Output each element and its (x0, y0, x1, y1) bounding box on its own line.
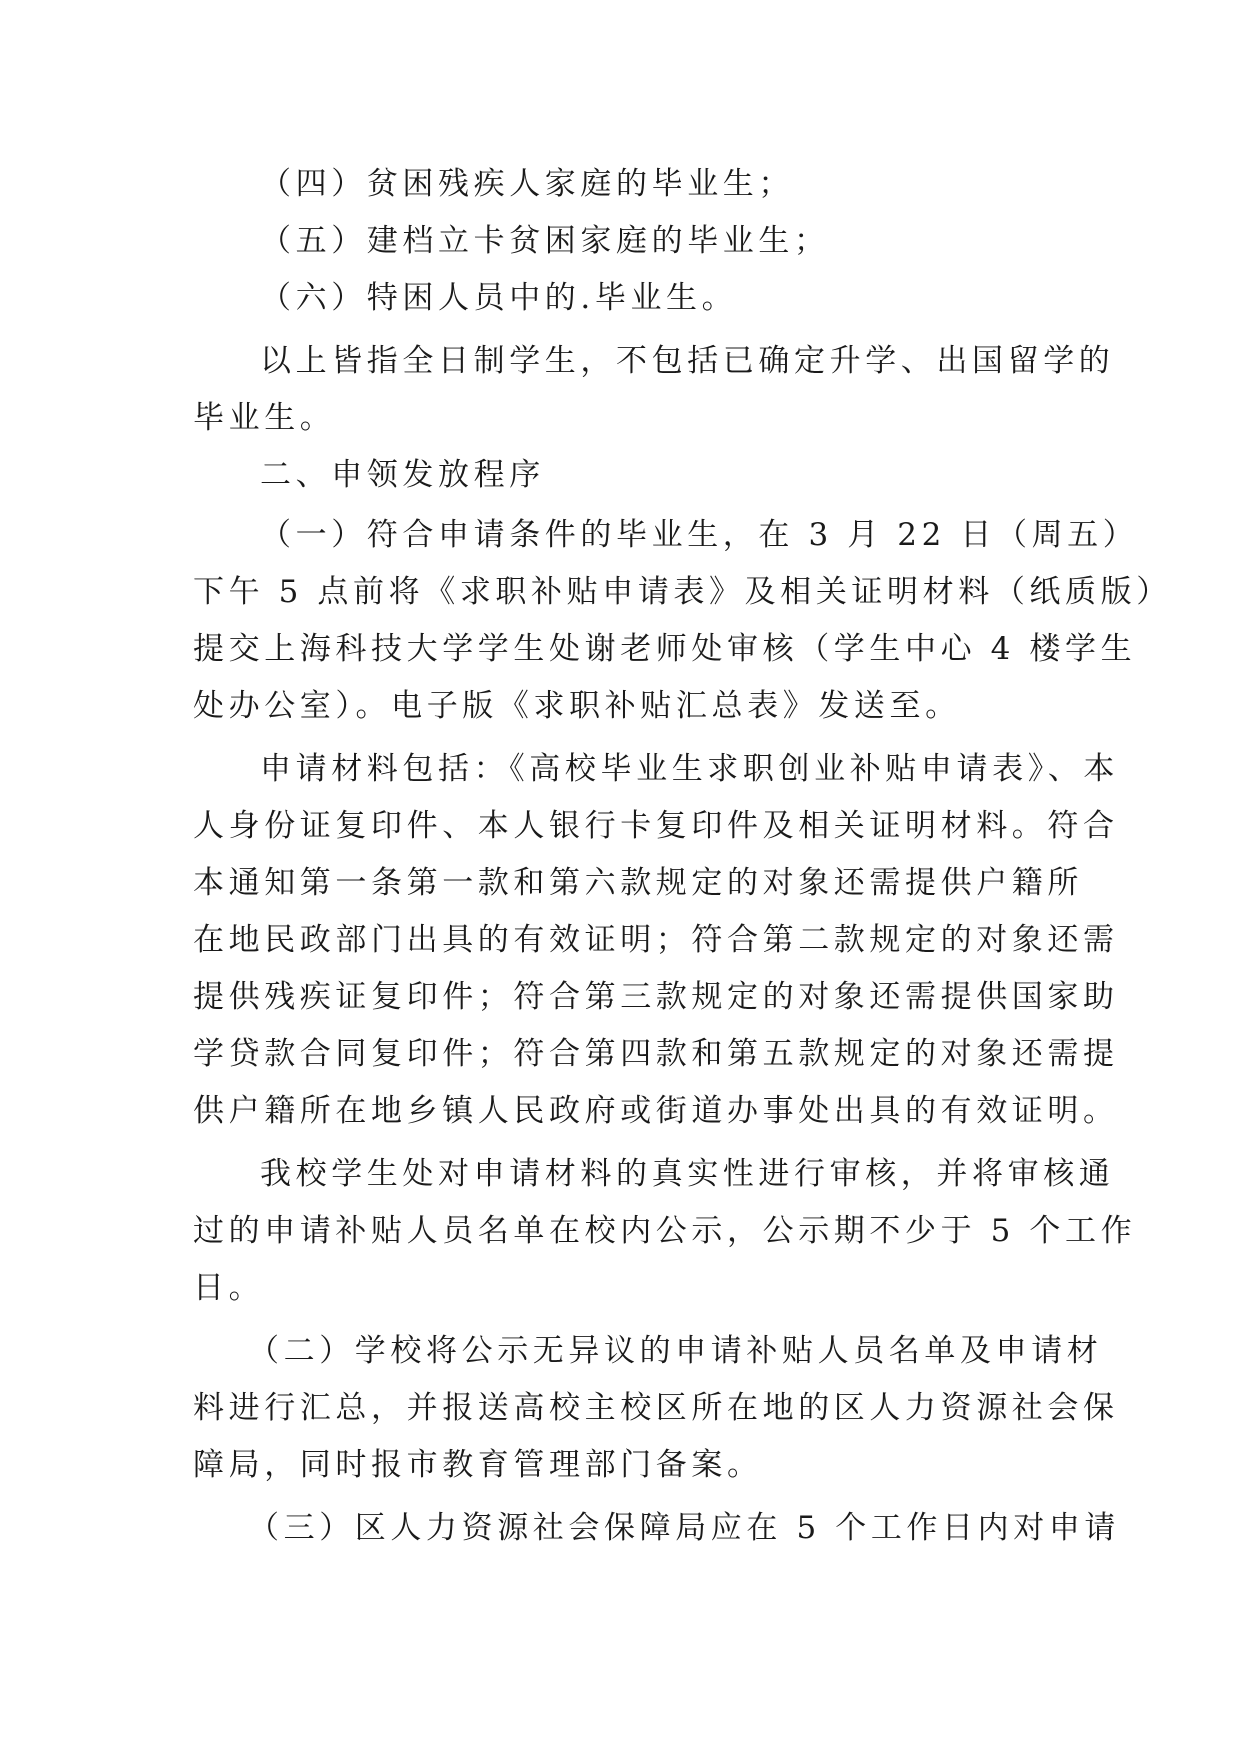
paragraph-line: 过的申请补贴人员名单在校内公示，公示期不少于 5 个工作 (193, 1213, 1137, 1249)
paragraph-line: 日。 (193, 1270, 265, 1306)
paragraph-line: 人身份证复印件、本人银行卡复印件及相关证明材料。符合 (193, 808, 1119, 844)
paragraph-line: 障局，同时报市教育管理部门备案。 (193, 1447, 763, 1483)
paragraph-line: 料进行汇总，并报送高校主校区所在地的区人力资源社会保 (193, 1390, 1119, 1426)
paragraph-line: （一）符合申请条件的毕业生，在 3 月 22 日（周五） (260, 517, 1139, 553)
section-heading: 二、申领发放程序 (260, 457, 545, 493)
paragraph-line: 申请材料包括：《高校毕业生求职创业补贴申请表》、本 (260, 751, 1119, 787)
paragraph-line: 以上皆指全日制学生，不包括已确定升学、出国留学的 (260, 343, 1115, 379)
paragraph-line: （六）特困人员中的.毕业生。 (260, 280, 738, 316)
paragraph-line: 毕业生。 (193, 400, 336, 436)
paragraph-line: （二）学校将公示无异议的申请补贴人员名单及申请材 (248, 1333, 1103, 1369)
paragraph-line: （五）建档立卡贫困家庭的毕业生； (260, 223, 830, 259)
paragraph-line: （三）区人力资源社会保障局应在 5 个工作日内对申请 (248, 1510, 1121, 1546)
paragraph-line: 提交上海科技大学学生处谢老师处审核（学生中心 4 楼学生 (193, 631, 1137, 667)
paragraph-line: 供户籍所在地乡镇人民政府或街道办事处出具的有效证明。 (193, 1093, 1119, 1129)
paragraph-line: （四）贫困残疾人家庭的毕业生； (260, 166, 794, 202)
paragraph-line: 我校学生处对申请材料的真实性进行审核，并将审核通 (260, 1156, 1115, 1192)
paragraph-line: 在地民政部门出具的有效证明；符合第二款规定的对象还需 (193, 922, 1119, 958)
paragraph-line: 本通知第一条第一款和第六款规定的对象还需提供户籍所 (193, 865, 1083, 901)
paragraph-line: 学贷款合同复印件；符合第四款和第五款规定的对象还需提 (193, 1036, 1119, 1072)
paragraph-line: 处办公室）。电子版《求职补贴汇总表》发送至。 (193, 688, 961, 724)
paragraph-line: 下午 5 点前将《求职补贴申请表》及相关证明材料（纸质版） (193, 574, 1172, 610)
paragraph-line: 提供残疾证复印件；符合第三款规定的对象还需提供国家助 (193, 979, 1119, 1015)
